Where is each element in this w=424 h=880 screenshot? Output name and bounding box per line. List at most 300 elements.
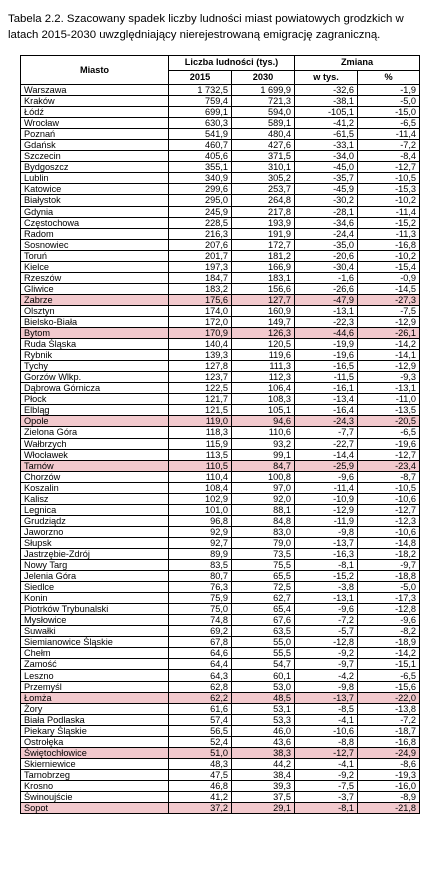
table-row [21, 482, 420, 493]
cell-change-abs: -9,8 [295, 681, 358, 692]
cell-2015: 62,2 [169, 692, 232, 703]
cell-2030: 480,4 [232, 129, 295, 140]
table-row [21, 350, 420, 361]
cell-2015: 52,4 [169, 736, 232, 747]
cell-2030: 83,0 [232, 526, 295, 537]
cell-change-abs: -13,4 [295, 394, 358, 405]
cell-2030: 1 699,9 [232, 85, 295, 96]
cell-2015: 108,4 [169, 482, 232, 493]
table-row [21, 526, 420, 537]
cell-2030: 253,7 [232, 184, 295, 195]
cell-city: Elbląg [21, 405, 169, 416]
cell-city: Sosnowiec [21, 239, 169, 250]
cell-city: Gdynia [21, 206, 169, 217]
cell-city: Suwałki [21, 626, 169, 637]
cell-2030: 44,2 [232, 758, 295, 769]
cell-2030: 93,2 [232, 438, 295, 449]
cell-2015: 64,4 [169, 659, 232, 670]
cell-change-pct: -8,6 [358, 758, 420, 769]
cell-change-abs: -34,6 [295, 217, 358, 228]
cell-change-abs: -32,6 [295, 85, 358, 96]
table-row [21, 217, 420, 228]
table-row [21, 769, 420, 780]
cell-city: Rybnik [21, 350, 169, 361]
cell-change-pct: -16,0 [358, 780, 420, 791]
table-row [21, 471, 420, 482]
table-row [21, 361, 420, 372]
cell-change-pct: -10,6 [358, 493, 420, 504]
cell-change-pct: -12,7 [358, 162, 420, 173]
cell-change-abs: -44,6 [295, 328, 358, 339]
cell-change-abs: -25,9 [295, 460, 358, 471]
cell-change-pct: -15,2 [358, 217, 420, 228]
cell-2015: 127,8 [169, 361, 232, 372]
cell-city: Bydgoszcz [21, 162, 169, 173]
cell-change-pct: -20,5 [358, 416, 420, 427]
cell-2015: 183,2 [169, 283, 232, 294]
cell-city: Jaworzno [21, 526, 169, 537]
cell-city: Wałbrzych [21, 438, 169, 449]
table-row [21, 372, 420, 383]
cell-change-abs: -8,1 [295, 560, 358, 571]
cell-2015: 139,3 [169, 350, 232, 361]
cell-2030: 108,3 [232, 394, 295, 405]
cell-2015: 122,5 [169, 383, 232, 394]
table-row [21, 703, 420, 714]
cell-city: Tychy [21, 361, 169, 372]
table-row [21, 593, 420, 604]
cell-2030: 65,4 [232, 604, 295, 615]
cell-2015: 83,5 [169, 560, 232, 571]
cell-2030: 55,5 [232, 648, 295, 659]
cell-2030: 112,3 [232, 372, 295, 383]
table-row [21, 162, 420, 173]
cell-2015: 101,0 [169, 504, 232, 515]
cell-2030: 127,7 [232, 294, 295, 305]
cell-change-abs: -16,1 [295, 383, 358, 394]
table-row [21, 670, 420, 681]
cell-2030: 721,3 [232, 96, 295, 107]
cell-change-abs: -22,7 [295, 438, 358, 449]
table-row [21, 725, 420, 736]
cell-2030: 67,6 [232, 615, 295, 626]
table-row [21, 316, 420, 327]
cell-change-pct: -10,2 [358, 195, 420, 206]
cell-change-pct: -22,0 [358, 692, 420, 703]
cell-city: Przemyśl [21, 681, 169, 692]
cell-change-abs: -34,0 [295, 151, 358, 162]
cell-change-abs: -3,8 [295, 582, 358, 593]
cell-change-abs: -4,2 [295, 670, 358, 681]
cell-2015: 121,7 [169, 394, 232, 405]
cell-2030: 183,1 [232, 272, 295, 283]
cell-2015: 37,2 [169, 803, 232, 814]
cell-change-pct: -6,5 [358, 118, 420, 129]
cell-2015: 48,3 [169, 758, 232, 769]
cell-change-abs: -26,6 [295, 283, 358, 294]
cell-2030: 38,3 [232, 747, 295, 758]
cell-2015: 299,6 [169, 184, 232, 195]
header-city: Miasto [21, 56, 169, 85]
cell-city: Siedlce [21, 582, 169, 593]
table-row [21, 383, 420, 394]
cell-2015: 355,1 [169, 162, 232, 173]
cell-2015: 121,5 [169, 405, 232, 416]
cell-change-abs: -5,7 [295, 626, 358, 637]
cell-city: Gdańsk [21, 140, 169, 151]
table-row [21, 394, 420, 405]
cell-change-pct: -8,7 [358, 471, 420, 482]
cell-change-pct: -12,7 [358, 449, 420, 460]
table-row [21, 548, 420, 559]
cell-change-abs: -9,8 [295, 526, 358, 537]
cell-city: Bytom [21, 328, 169, 339]
cell-2030: 75,5 [232, 560, 295, 571]
header-change-pct: % [358, 70, 420, 85]
cell-2030: 79,0 [232, 537, 295, 548]
table-row [21, 515, 420, 526]
cell-2015: 113,5 [169, 449, 232, 460]
cell-change-abs: -47,9 [295, 294, 358, 305]
cell-city: Leszno [21, 670, 169, 681]
cell-change-abs: -3,7 [295, 792, 358, 803]
cell-change-abs: -12,9 [295, 504, 358, 515]
cell-change-abs: -20,6 [295, 250, 358, 261]
cell-2030: 53,1 [232, 703, 295, 714]
cell-2015: 541,9 [169, 129, 232, 140]
table-row [21, 305, 420, 316]
cell-change-pct: -14,2 [358, 339, 420, 350]
cell-change-pct: -7,5 [358, 305, 420, 316]
table-row [21, 85, 420, 96]
cell-2030: 371,5 [232, 151, 295, 162]
cell-city: Wrocław [21, 118, 169, 129]
cell-change-abs: -8,5 [295, 703, 358, 714]
cell-2030: 54,7 [232, 659, 295, 670]
cell-2015: 62,8 [169, 681, 232, 692]
cell-2030: 172,7 [232, 239, 295, 250]
cell-city: Zabrze [21, 294, 169, 305]
table-caption: Tabela 2.2. Szacowany spadek liczby ludności miast powiatowych grodzkich w latach 2015-2030 uwzględniający nierejestrowaną emigrację zagraniczną. [8, 13, 404, 41]
cell-2015: 175,6 [169, 294, 232, 305]
cell-2030: 43,6 [232, 736, 295, 747]
cell-2015: 47,5 [169, 769, 232, 780]
cell-2030: 53,0 [232, 681, 295, 692]
cell-change-abs: -9,6 [295, 604, 358, 615]
table-row [21, 736, 420, 747]
cell-city: Poznań [21, 129, 169, 140]
cell-change-pct: -10,6 [358, 526, 420, 537]
cell-city: Ruda Śląska [21, 339, 169, 350]
population-table [20, 55, 420, 814]
cell-2015: 174,0 [169, 305, 232, 316]
cell-2030: 97,0 [232, 482, 295, 493]
cell-change-pct: -16,8 [358, 736, 420, 747]
cell-city: Legnica [21, 504, 169, 515]
cell-2015: 699,1 [169, 107, 232, 118]
cell-change-pct: -9,7 [358, 560, 420, 571]
cell-2015: 118,3 [169, 427, 232, 438]
cell-2030: 120,5 [232, 339, 295, 350]
cell-change-pct: -7,2 [358, 140, 420, 151]
cell-2015: 74,8 [169, 615, 232, 626]
cell-change-pct: -15,4 [358, 261, 420, 272]
cell-2015: 64,6 [169, 648, 232, 659]
table-row [21, 604, 420, 615]
cell-city: Ostrołęka [21, 736, 169, 747]
cell-2015: 110,4 [169, 471, 232, 482]
cell-change-abs: -24,3 [295, 416, 358, 427]
cell-2030: 63,5 [232, 626, 295, 637]
cell-change-abs: -8,1 [295, 803, 358, 814]
cell-city: Biała Podlaska [21, 714, 169, 725]
cell-change-pct: -18,7 [358, 725, 420, 736]
table-row [21, 228, 420, 239]
table-row [21, 537, 420, 548]
cell-change-abs: -4,1 [295, 714, 358, 725]
cell-city: Jelenia Góra [21, 571, 169, 582]
table-row [21, 615, 420, 626]
cell-change-pct: -12,8 [358, 604, 420, 615]
cell-change-pct: -11,4 [358, 206, 420, 217]
cell-city: Siemianowice Śląskie [21, 637, 169, 648]
cell-change-pct: -14,8 [358, 537, 420, 548]
cell-change-pct: -13,5 [358, 405, 420, 416]
cell-change-pct: -9,3 [358, 372, 420, 383]
cell-change-abs: -105,1 [295, 107, 358, 118]
cell-change-pct: -8,4 [358, 151, 420, 162]
table-row [21, 283, 420, 294]
cell-city: Nowy Targ [21, 560, 169, 571]
cell-2015: 216,3 [169, 228, 232, 239]
header-change-abs: w tys. [295, 70, 358, 85]
cell-change-abs: -8,8 [295, 736, 358, 747]
cell-change-abs: -16,3 [295, 548, 358, 559]
table-row [21, 151, 420, 162]
cell-city: Olsztyn [21, 305, 169, 316]
cell-2030: 594,0 [232, 107, 295, 118]
cell-change-pct: -21,8 [358, 803, 420, 814]
cell-2015: 295,0 [169, 195, 232, 206]
table-row [21, 250, 420, 261]
table-row [21, 129, 420, 140]
table-row [21, 328, 420, 339]
table-row [21, 626, 420, 637]
cell-city: Toruń [21, 250, 169, 261]
cell-city: Koszalin [21, 482, 169, 493]
cell-2015: 89,9 [169, 548, 232, 559]
cell-change-abs: -10,9 [295, 493, 358, 504]
cell-2015: 110,5 [169, 460, 232, 471]
cell-change-pct: -11,0 [358, 394, 420, 405]
cell-2015: 69,2 [169, 626, 232, 637]
cell-city: Kraków [21, 96, 169, 107]
table-row [21, 184, 420, 195]
cell-change-pct: -12,9 [358, 361, 420, 372]
cell-city: Piekary Śląskie [21, 725, 169, 736]
cell-change-pct: -12,3 [358, 515, 420, 526]
cell-2015: 405,6 [169, 151, 232, 162]
cell-change-pct: -1,9 [358, 85, 420, 96]
cell-change-pct: -16,8 [358, 239, 420, 250]
cell-2015: 207,6 [169, 239, 232, 250]
cell-city: Sopot [21, 803, 169, 814]
cell-2030: 100,8 [232, 471, 295, 482]
cell-change-abs: -38,1 [295, 96, 358, 107]
cell-2015: 102,9 [169, 493, 232, 504]
cell-2015: 170,9 [169, 328, 232, 339]
cell-city: Gorzów Wlkp. [21, 372, 169, 383]
cell-2030: 305,2 [232, 173, 295, 184]
cell-change-pct: -12,9 [358, 316, 420, 327]
cell-2030: 264,8 [232, 195, 295, 206]
cell-change-pct: -17,3 [358, 593, 420, 604]
cell-2030: 191,9 [232, 228, 295, 239]
table-row [21, 118, 420, 129]
cell-city: Krosno [21, 780, 169, 791]
cell-change-abs: -35,0 [295, 239, 358, 250]
table-row [21, 427, 420, 438]
cell-2030: 106,4 [232, 383, 295, 394]
cell-2030: 181,2 [232, 250, 295, 261]
table-row [21, 659, 420, 670]
cell-2030: 84,8 [232, 515, 295, 526]
table-row [21, 493, 420, 504]
cell-2030: 72,5 [232, 582, 295, 593]
table-row [21, 272, 420, 283]
table-row [21, 560, 420, 571]
table-row [21, 239, 420, 250]
cell-2030: 193,9 [232, 217, 295, 228]
cell-city: Warszawa [21, 85, 169, 96]
cell-city: Świnoujście [21, 792, 169, 803]
cell-2030: 48,5 [232, 692, 295, 703]
cell-change-abs: -16,4 [295, 405, 358, 416]
cell-city: Chełm [21, 648, 169, 659]
cell-change-pct: -12,7 [358, 504, 420, 515]
cell-2015: 61,6 [169, 703, 232, 714]
cell-change-abs: -19,9 [295, 339, 358, 350]
cell-change-pct: -18,8 [358, 571, 420, 582]
cell-change-abs: -24,4 [295, 228, 358, 239]
cell-change-pct: -7,2 [358, 714, 420, 725]
table-row [21, 140, 420, 151]
cell-city: Katowice [21, 184, 169, 195]
cell-change-pct: -15,0 [358, 107, 420, 118]
cell-city: Grudziądz [21, 515, 169, 526]
cell-city: Bielsko-Biała [21, 316, 169, 327]
cell-change-abs: -11,5 [295, 372, 358, 383]
cell-change-abs: -12,8 [295, 637, 358, 648]
cell-change-abs: -1,6 [295, 272, 358, 283]
cell-2015: 80,7 [169, 571, 232, 582]
cell-2030: 29,1 [232, 803, 295, 814]
cell-2015: 76,3 [169, 582, 232, 593]
table-row [21, 195, 420, 206]
cell-city: Chorzów [21, 471, 169, 482]
cell-city: Częstochowa [21, 217, 169, 228]
cell-change-pct: -11,3 [358, 228, 420, 239]
cell-2030: 46,0 [232, 725, 295, 736]
cell-change-abs: -35,7 [295, 173, 358, 184]
cell-2030: 88,1 [232, 504, 295, 515]
table-row [21, 339, 420, 350]
cell-change-abs: -13,7 [295, 692, 358, 703]
cell-city: Szczecin [21, 151, 169, 162]
cell-change-abs: -7,5 [295, 780, 358, 791]
cell-2015: 228,5 [169, 217, 232, 228]
table-row [21, 692, 420, 703]
cell-2015: 123,7 [169, 372, 232, 383]
cell-city: Płock [21, 394, 169, 405]
cell-2015: 460,7 [169, 140, 232, 151]
cell-change-pct: -14,2 [358, 648, 420, 659]
cell-2030: 38,4 [232, 769, 295, 780]
cell-change-abs: -7,2 [295, 615, 358, 626]
cell-2030: 110,6 [232, 427, 295, 438]
cell-2015: 340,9 [169, 173, 232, 184]
cell-change-abs: -4,1 [295, 758, 358, 769]
cell-2015: 119,0 [169, 416, 232, 427]
cell-change-abs: -16,5 [295, 361, 358, 372]
cell-change-abs: -45,9 [295, 184, 358, 195]
table-row [21, 261, 420, 272]
cell-change-pct: -15,1 [358, 659, 420, 670]
cell-city: Opole [21, 416, 169, 427]
cell-2015: 92,7 [169, 537, 232, 548]
cell-change-pct: -5,0 [358, 582, 420, 593]
cell-change-pct: -6,5 [358, 670, 420, 681]
cell-2015: 92,9 [169, 526, 232, 537]
table-row [21, 780, 420, 791]
cell-change-pct: -18,9 [358, 637, 420, 648]
cell-2030: 126,3 [232, 328, 295, 339]
cell-change-pct: -10,5 [358, 482, 420, 493]
cell-2030: 105,1 [232, 405, 295, 416]
table-row [21, 206, 420, 217]
cell-2015: 46,8 [169, 780, 232, 791]
cell-change-pct: -18,2 [358, 548, 420, 559]
cell-2015: 184,7 [169, 272, 232, 283]
cell-2030: 39,3 [232, 780, 295, 791]
cell-change-pct: -5,0 [358, 96, 420, 107]
cell-2030: 92,0 [232, 493, 295, 504]
cell-change-pct: -13,8 [358, 703, 420, 714]
cell-change-abs: -9,7 [295, 659, 358, 670]
cell-2015: 172,0 [169, 316, 232, 327]
cell-change-abs: -13,1 [295, 305, 358, 316]
cell-change-pct: -15,6 [358, 681, 420, 692]
cell-city: Dąbrowa Górnicza [21, 383, 169, 394]
cell-city: Zamość [21, 659, 169, 670]
cell-change-pct: -9,6 [358, 615, 420, 626]
cell-city: Świętochłowice [21, 747, 169, 758]
cell-change-pct: -23,4 [358, 460, 420, 471]
cell-change-pct: -6,5 [358, 427, 420, 438]
cell-change-pct: -24,9 [358, 747, 420, 758]
cell-change-abs: -22,3 [295, 316, 358, 327]
header-population: Liczba ludności (tys.) [169, 56, 295, 71]
cell-2030: 65,5 [232, 571, 295, 582]
table-row [21, 758, 420, 769]
cell-city: Łomża [21, 692, 169, 703]
cell-city: Gliwice [21, 283, 169, 294]
cell-2030: 53,3 [232, 714, 295, 725]
table-row [21, 173, 420, 184]
cell-city: Kielce [21, 261, 169, 272]
cell-change-abs: -30,2 [295, 195, 358, 206]
table-row [21, 747, 420, 758]
